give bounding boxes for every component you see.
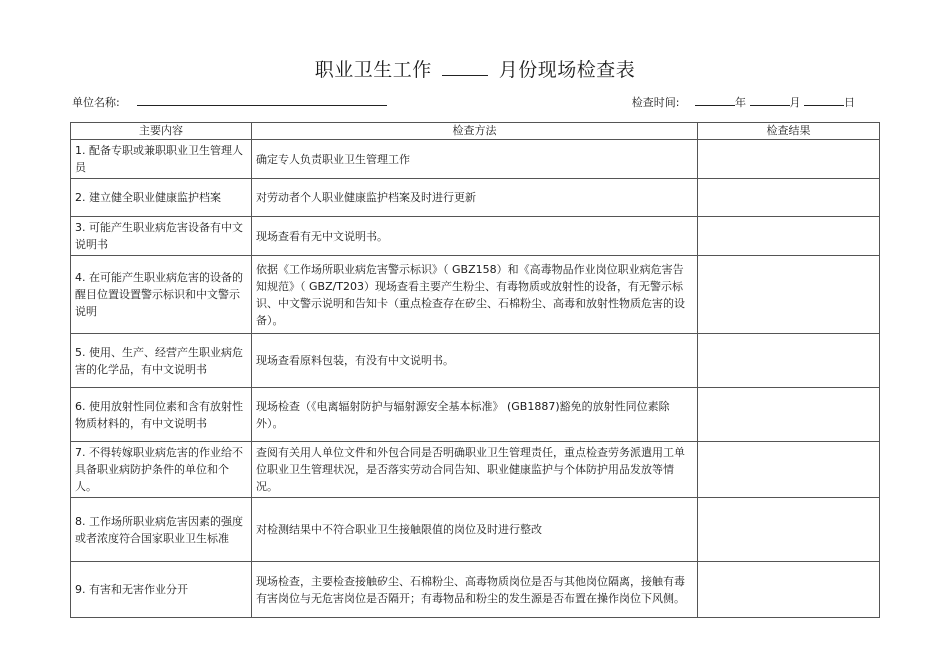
day-label: 日 xyxy=(844,96,855,109)
row-method: 确定专人负责职业卫生管理工作 xyxy=(252,140,698,179)
row-method: 查阅有关用人单位文件和外包合同是否明确职业卫生管理责任，重点检查劳务派遣用工单位职业卫生管理状况，是否落实劳动合同告知、职业健康监护与个体防护用品发放等情况。 xyxy=(252,442,698,498)
table-row xyxy=(71,179,880,217)
row-content: 4. 在可能产生职业病危害的设备的醒目位置设置警示标识和中文警示说明 xyxy=(71,256,252,334)
row-result-cell[interactable] xyxy=(698,140,880,179)
row-method: 现场查看有无中文说明书。 xyxy=(252,217,698,256)
page-title xyxy=(0,55,950,82)
year-label: 年 xyxy=(735,96,746,109)
month-label: 月 xyxy=(789,96,801,109)
month-field[interactable] xyxy=(750,95,790,106)
header-content: 主要内容 xyxy=(71,123,252,140)
row-content: 6. 使用放射性同位素和含有放射性物质材料的，有中文说明书 xyxy=(71,388,252,442)
row-result-cell[interactable] xyxy=(698,562,880,618)
row-result-cell[interactable] xyxy=(698,442,880,498)
title-prefix: 职业卫生工作 xyxy=(314,59,432,81)
row-content: 1. 配备专职或兼职职业卫生管理人员 xyxy=(71,140,252,179)
row-result-cell[interactable] xyxy=(698,256,880,334)
month-blank[interactable] xyxy=(442,61,488,76)
table-row xyxy=(71,217,880,256)
row-content: 7. 不得转嫁职业病危害的作业给不具备职业病防护条件的单位和个人。 xyxy=(71,442,252,498)
table-row xyxy=(71,498,880,562)
year-field[interactable] xyxy=(695,95,735,106)
table-row xyxy=(71,388,880,442)
table-row xyxy=(71,140,880,179)
row-method: 对劳动者个人职业健康监护档案及时进行更新 xyxy=(252,179,698,217)
row-result-cell[interactable] xyxy=(698,179,880,217)
title-suffix: 月份现场检查表 xyxy=(498,59,636,81)
inspection-table xyxy=(70,122,880,618)
inspect-time-row xyxy=(632,94,855,110)
row-method: 现场检查，主要检查接触矽尘、石棉粉尘、高毒物质岗位是否与其他岗位隔离，接触有毒有害岗位与无危害岗位是否隔开；有毒物品和粉尘的发生源是否布置在操作岗位下风侧。 xyxy=(252,562,698,618)
row-method: 依据《工作场所职业病危害警示标识》（ GBZ158）和《高毒物品作业岗位职业病危害告知规范》（ GBZ/T203）现场查看主要产生粉尘、有毒物质或放射性的设备，有无警示标识、中文警示说明和告知卡（重点检查存在矽尘、石棉粉尘、高毒和放射性物质危害的设备）。 xyxy=(252,256,698,334)
inspect-time-label: 检查时间: xyxy=(631,96,680,109)
row-result-cell[interactable] xyxy=(698,388,880,442)
row-result-cell[interactable] xyxy=(698,217,880,256)
row-content: 5. 使用、生产、经营产生职业病危害的化学品，有中文说明书 xyxy=(71,334,252,388)
header-method: 检查方法 xyxy=(252,123,698,140)
row-content: 3. 可能产生职业病危害设备有中文说明书 xyxy=(71,217,252,256)
unit-name-field[interactable] xyxy=(137,95,387,106)
row-content: 9. 有害和无害作业分开 xyxy=(71,562,252,618)
row-result-cell[interactable] xyxy=(698,334,880,388)
row-method: 对检测结果中不符合职业卫生接触限值的岗位及时进行整改 xyxy=(252,498,698,562)
row-result-cell[interactable] xyxy=(698,498,880,562)
row-method: 现场检查（《电离辐射防护与辐射源安全基本标准》 (GB1887)豁免的放射性同位素除外）。 xyxy=(252,388,698,442)
unit-name-row xyxy=(72,94,387,110)
unit-name-label: 单位名称: xyxy=(72,96,120,109)
table-header-row xyxy=(71,123,880,140)
day-field[interactable] xyxy=(804,95,844,106)
header-result: 检查结果 xyxy=(698,123,880,140)
row-method: 现场查看原料包装，有没有中文说明书。 xyxy=(252,334,698,388)
table-row xyxy=(71,256,880,334)
row-content: 2. 建立健全职业健康监护档案 xyxy=(71,179,252,217)
table-row xyxy=(71,442,880,498)
table-row xyxy=(71,334,880,388)
table-row xyxy=(71,562,880,618)
row-content: 8. 工作场所职业病危害因素的强度或者浓度符合国家职业卫生标准 xyxy=(71,498,252,562)
